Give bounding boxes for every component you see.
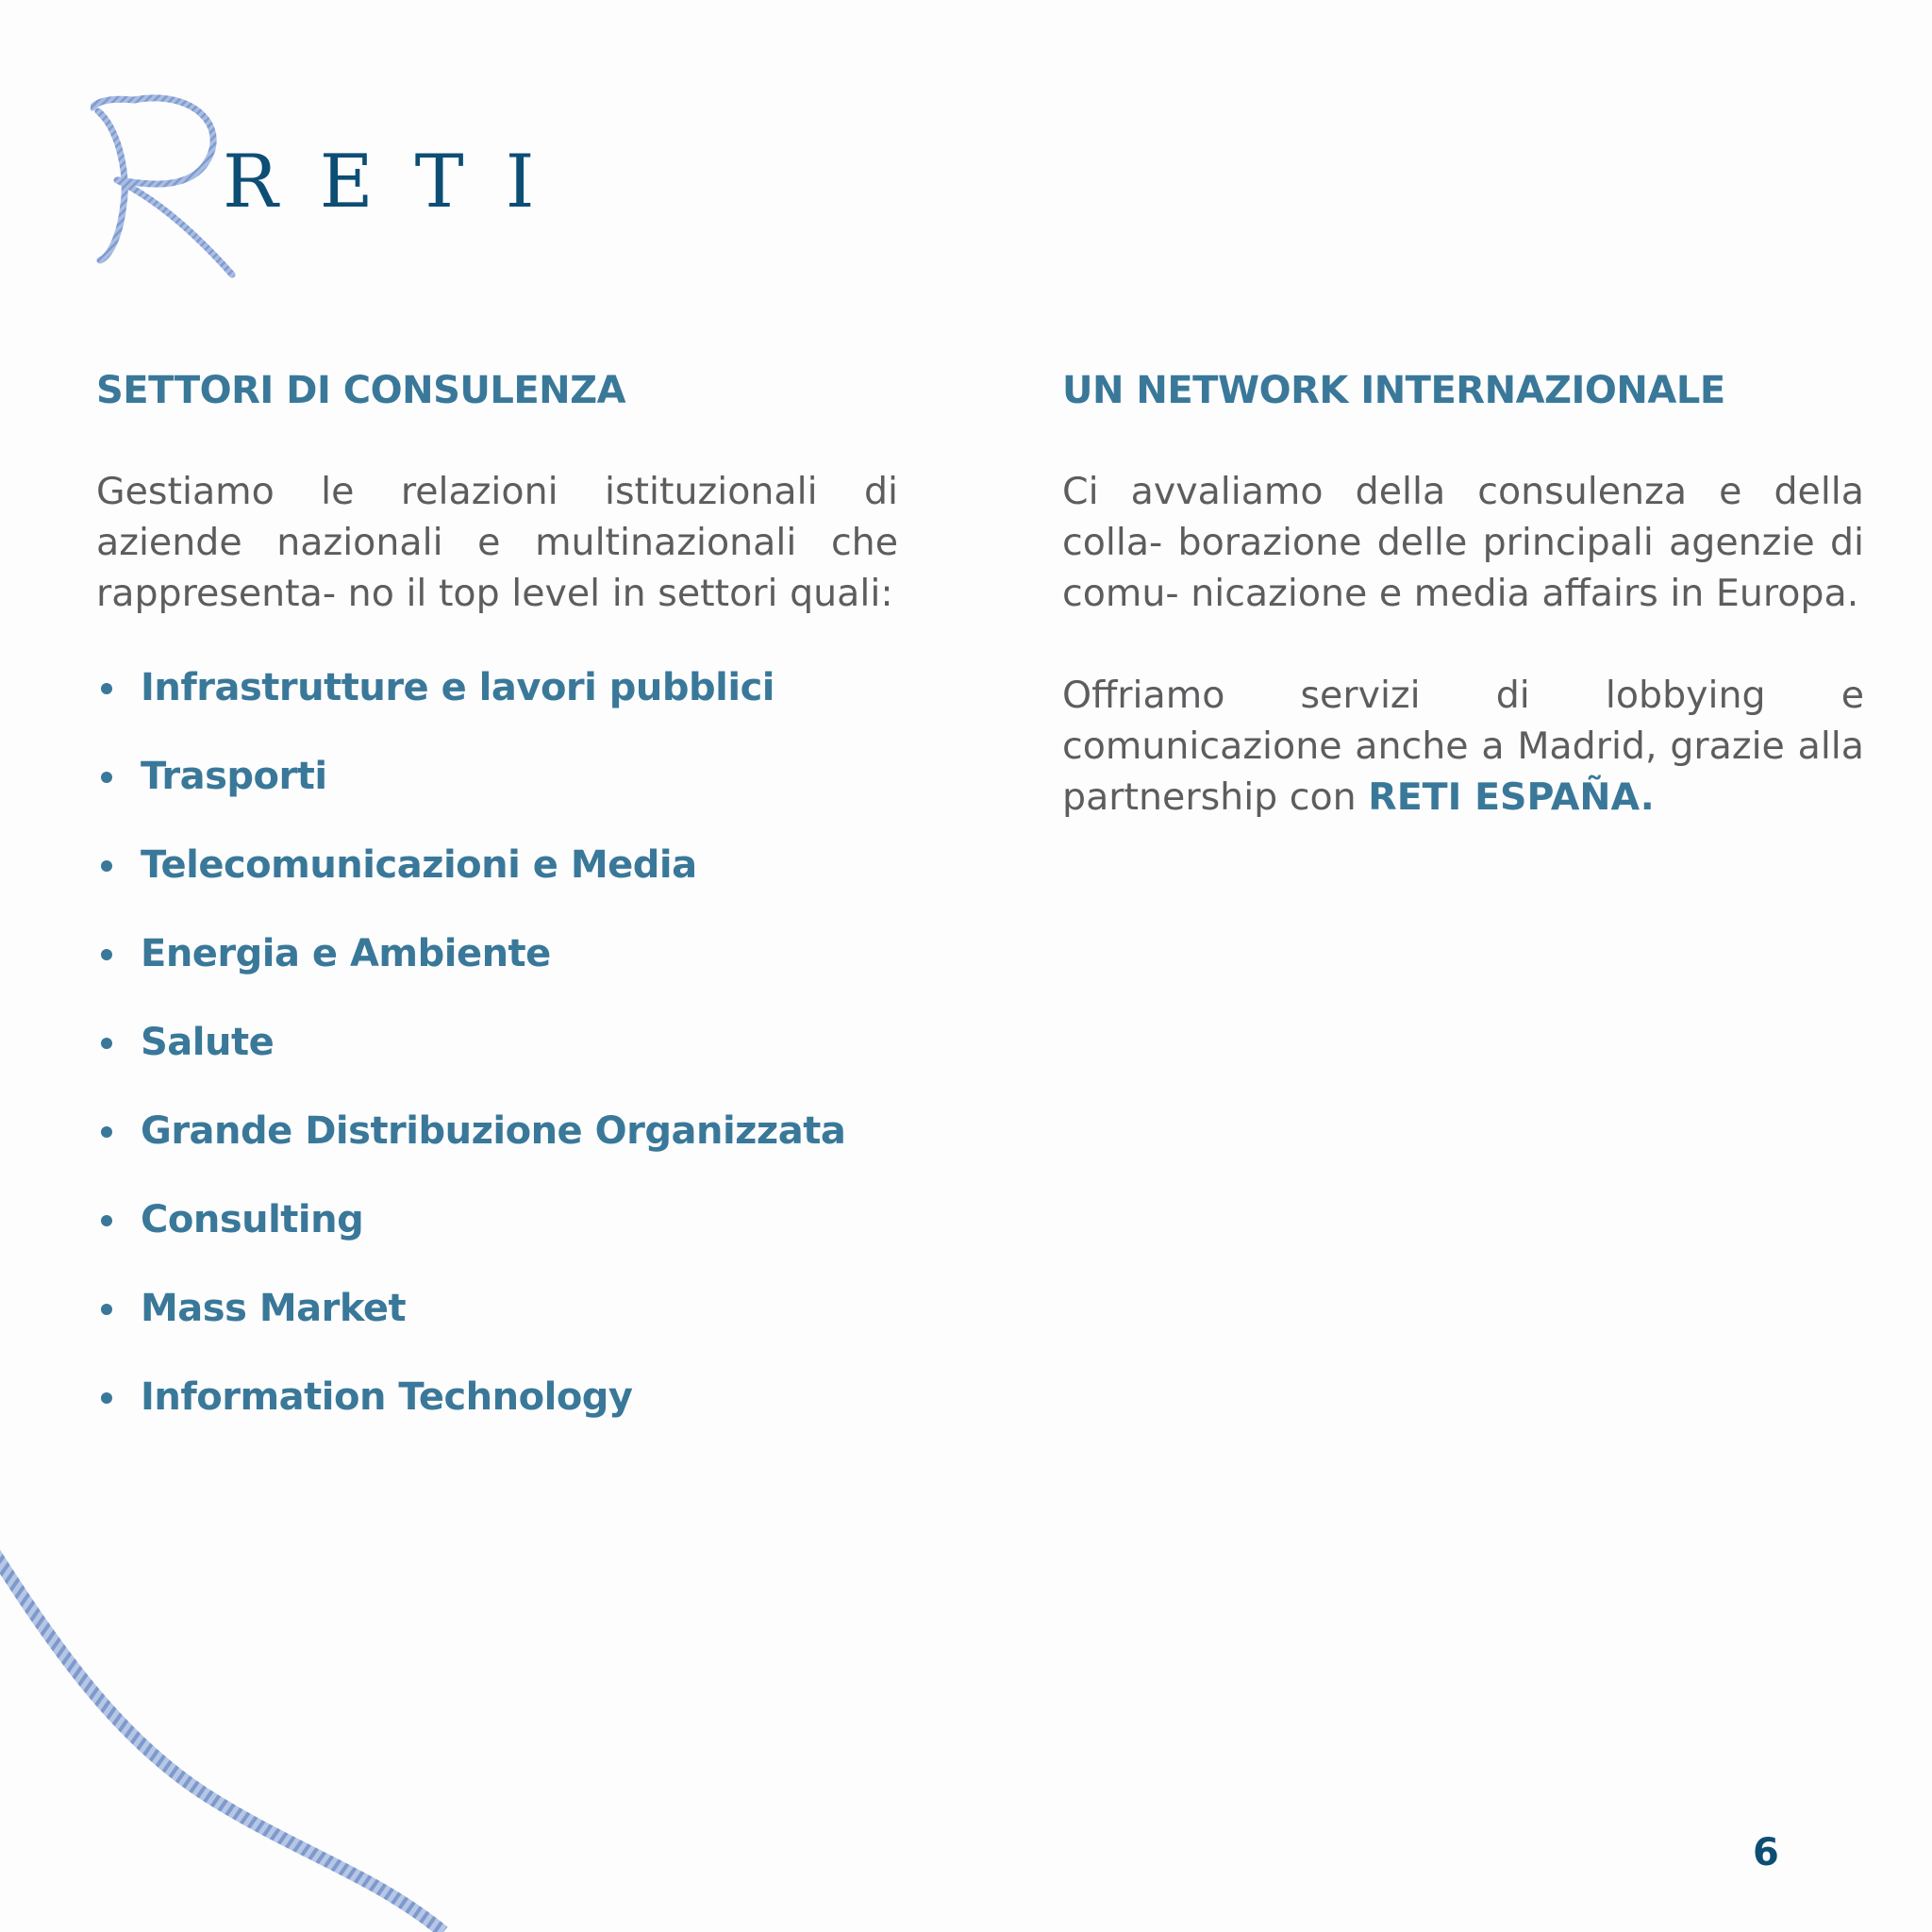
bullet-icon	[101, 860, 112, 872]
bullet-icon	[101, 1126, 112, 1138]
list-item	[96, 1275, 898, 1364]
page-number: 6	[1753, 1831, 1779, 1874]
list-item	[96, 655, 898, 743]
decorative-rope-graphic	[0, 1528, 472, 1932]
intro-paragraph: Gestiamo le relazioni istituzionali di aziende nazionali e multinazionali che rappresenta- no il top level in settori quali:	[96, 470, 898, 615]
bullet-icon	[101, 1215, 112, 1226]
sector-label: Consulting	[141, 1198, 364, 1241]
reti-espana-highlight: RETI ESPAÑA.	[1368, 775, 1655, 819]
bullet-icon	[101, 772, 112, 783]
list-item	[96, 1009, 898, 1098]
reti-logo	[91, 91, 576, 289]
list-item	[96, 743, 898, 832]
list-item	[96, 1187, 898, 1275]
sector-label: Energia e Ambiente	[141, 932, 551, 975]
bullet-icon	[101, 1038, 112, 1049]
network-paragraph-1: Ci avvaliamo della consulenza e della colla- borazione delle principali agenzie di comu- nicazione e media affairs in Europa.	[1062, 470, 1864, 615]
list-item	[96, 1364, 898, 1453]
left-column	[96, 364, 898, 1453]
list-item	[96, 1098, 898, 1187]
bullet-icon	[101, 949, 112, 960]
sector-label: Grande Distribuzione Organizzata	[141, 1109, 846, 1153]
sector-label: Mass Market	[141, 1287, 407, 1330]
section-title-settori: SETTORI DI CONSULENZA	[96, 369, 626, 412]
sector-label: Trasporti	[141, 755, 327, 798]
list-item	[96, 832, 898, 921]
network-paragraph-2	[1062, 670, 1864, 823]
sector-list	[96, 655, 898, 1453]
network-paragraph-2-text: Offriamo servizi di lobbying e comunicazione anche a Madrid, grazie alla partnership con	[1062, 674, 1864, 819]
logo-wordmark: RETI	[223, 140, 576, 225]
right-column	[1062, 364, 1864, 823]
bullet-icon	[101, 683, 112, 694]
bullet-icon	[101, 1392, 112, 1404]
sector-label: Infrastrutture e lavori pubblici	[141, 666, 775, 709]
section-title-network: UN NETWORK INTERNAZIONALE	[1062, 369, 1725, 412]
list-item	[96, 921, 898, 1009]
sector-label: Salute	[141, 1021, 275, 1064]
bullet-icon	[101, 1304, 112, 1315]
sector-label: Information Technology	[141, 1375, 633, 1419]
sector-label: Telecomunicazioni e Media	[141, 843, 697, 887]
